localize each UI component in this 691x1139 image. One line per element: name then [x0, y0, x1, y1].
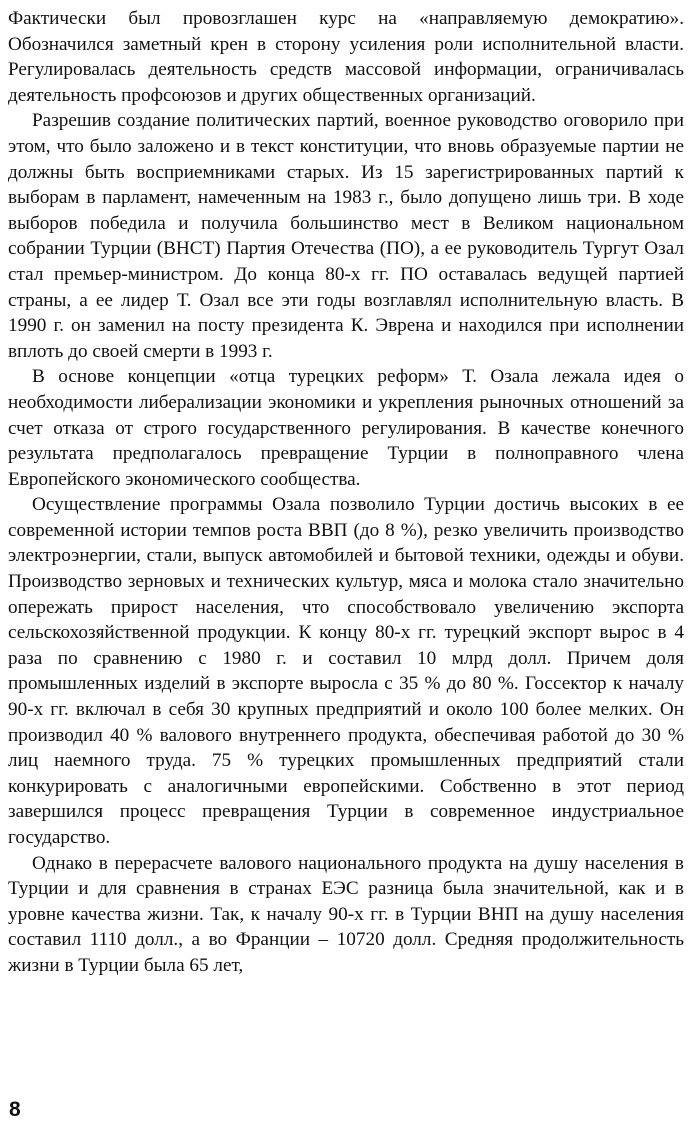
- page-body: [8, 6, 684, 979]
- page-number: 8: [9, 1098, 21, 1121]
- paragraph-3: В основе концепции «отца турецких реформ» Т. Озала лежала идея о необходимости либерализации экономики и укрепления рыночных отношений за счет отказа от строго государственного регулирования. В качестве конечного результата предполагалось превращение Турции в полноправного члена Европейского экономического сообщества.: [8, 366, 684, 490]
- paragraph-5: Однако в перерасчете валового национального продукта на душу населения в Турции и для сравнения в странах ЕЭС разница была значительной, как и в уровне качества жизни. Так, к началу 90-х гг. в Турции ВНП на душу населения составил 1110 долл., а во Франции – 10720 долл. Средняя продолжительность жизни в Турции была 65 лет,: [8, 852, 684, 976]
- paragraph-1: Фактически был провозглашен курс на «направляемую демократию». Обозначился заметный крен в сторону усиления роли исполнительной власти. Регулировалась деятельность средств массовой информации, ограничивалась деятельность профсоюзов и других общественных организаций.: [8, 8, 684, 106]
- paragraph-2: Разрешив создание политических партий, военное руководство оговорило при этом, что было заложено и в текст конституции, что вновь образуемые партии не должны быть восприемниками старых. Из 15 зарегистрированных партий к выборам в парламент, намеченным на 1983 г., было допущено лишь три. В ходе выборов победила и получила большинство мест в Великом национальном собрании Турции (ВНСТ) Партия Отечества (ПО), а ее руководитель Тургут Озал стал премьер-министром. До конца 80-х гг. ПО оставалась ведущей партией страны, а ее лидер Т. Озал все эти годы возглавлял исполнительную власть. В 1990 г. он заменил на посту президента К. Эврена и находился при исполнении вплоть до своей смерти в 1993 г.: [8, 110, 684, 362]
- paragraph-4: Осуществление программы Озала позволило Турции достичь высоких в ее современной истории темпов роста ВВП (до 8 %), резко увеличить производство электроэнергии, стали, выпуск автомобилей и бытовой техники, одежды и обуви. Производство зерновых и технических культур, мяса и молока стало значительно опережать прирост населения, что способствовало увеличению экспорта сельскохозяйственной продукции. К концу 80-х гг. турецкий экспорт вырос в 4 раза по сравнению с 1980 г. и составил 10 млрд долл. Причем доля промышленных изделий в экспорте выросла с 35 % до 80 %. Госсектор к началу 90-х гг. включал в себя 30 крупных предприятий и около 100 более мелких. Он производил 40 % валового внутреннего продукта, обеспечивая работой до 30 % лиц наемного труда. 75 % турецких промышленных предприятий стали конкурировать с аналогичными европейскими. Собственно в этот период завершился процесс превращения Турции в современное индустриальное государство.: [8, 494, 684, 848]
